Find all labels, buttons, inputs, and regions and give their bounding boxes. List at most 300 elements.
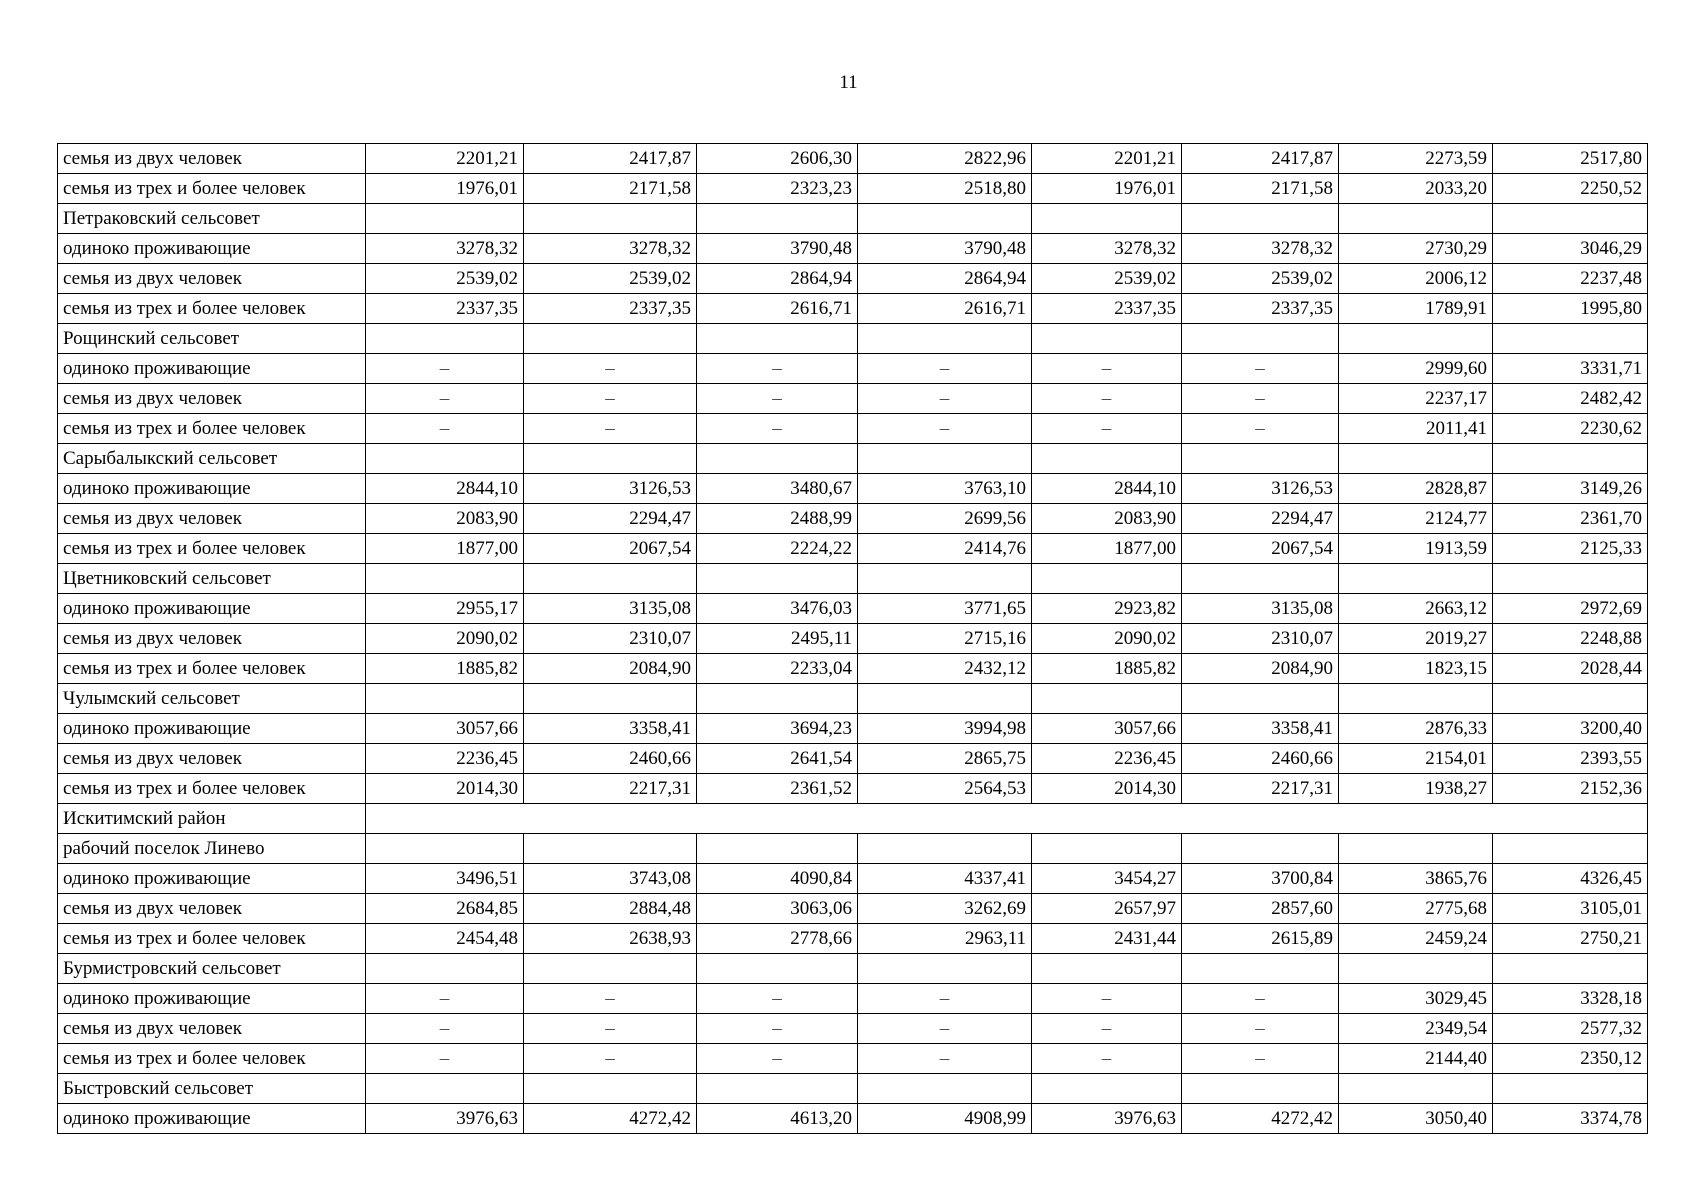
table-row bbox=[58, 294, 1648, 324]
value-cell: – bbox=[858, 384, 1032, 414]
table-row bbox=[58, 1044, 1648, 1074]
value-cell: 2488,99 bbox=[697, 504, 858, 534]
value-cell bbox=[366, 834, 524, 864]
row-label: Петраковский сельсовет bbox=[58, 204, 366, 234]
table-row bbox=[58, 864, 1648, 894]
value-cell: 3976,63 bbox=[366, 1104, 524, 1134]
value-cell bbox=[366, 1074, 524, 1104]
value-cell bbox=[366, 954, 524, 984]
table-row bbox=[58, 1014, 1648, 1044]
value-cell: – bbox=[858, 1044, 1032, 1074]
value-cell bbox=[1493, 684, 1648, 714]
value-cell bbox=[524, 684, 697, 714]
value-cell bbox=[1032, 954, 1182, 984]
row-label: семья из трех и более человек bbox=[58, 774, 366, 804]
value-cell: – bbox=[858, 984, 1032, 1014]
tariff-table bbox=[57, 143, 1648, 1134]
value-cell: 2248,88 bbox=[1493, 624, 1648, 654]
value-cell bbox=[697, 834, 858, 864]
value-cell bbox=[697, 684, 858, 714]
value-cell: – bbox=[524, 984, 697, 1014]
table-row bbox=[58, 354, 1648, 384]
value-cell: 3149,26 bbox=[1493, 474, 1648, 504]
value-cell: 1938,27 bbox=[1339, 774, 1493, 804]
row-label: семья из двух человек bbox=[58, 1014, 366, 1044]
value-cell: – bbox=[1182, 384, 1339, 414]
value-cell bbox=[524, 564, 697, 594]
value-cell bbox=[697, 444, 858, 474]
value-cell: 2518,80 bbox=[858, 174, 1032, 204]
row-label: Рощинский сельсовет bbox=[58, 324, 366, 354]
value-cell: 1995,80 bbox=[1493, 294, 1648, 324]
value-cell bbox=[697, 204, 858, 234]
value-cell bbox=[1032, 1074, 1182, 1104]
value-cell: 2539,02 bbox=[524, 264, 697, 294]
table-row bbox=[58, 714, 1648, 744]
value-cell: 3057,66 bbox=[1032, 714, 1182, 744]
value-cell: 2616,71 bbox=[858, 294, 1032, 324]
value-cell: 2778,66 bbox=[697, 924, 858, 954]
value-cell bbox=[697, 324, 858, 354]
value-cell: 3358,41 bbox=[524, 714, 697, 744]
table-row bbox=[58, 204, 1648, 234]
value-cell: 2090,02 bbox=[1032, 624, 1182, 654]
value-cell: 2539,02 bbox=[1032, 264, 1182, 294]
value-cell: 2350,12 bbox=[1493, 1044, 1648, 1074]
value-cell: 2067,54 bbox=[524, 534, 697, 564]
table-row bbox=[58, 414, 1648, 444]
table-row bbox=[58, 234, 1648, 264]
value-cell: 2750,21 bbox=[1493, 924, 1648, 954]
value-cell: 2224,22 bbox=[697, 534, 858, 564]
value-cell: 3476,03 bbox=[697, 594, 858, 624]
value-cell: 2684,85 bbox=[366, 894, 524, 924]
value-cell: – bbox=[524, 1044, 697, 1074]
table-row bbox=[58, 774, 1648, 804]
value-cell bbox=[524, 204, 697, 234]
value-cell: 3029,45 bbox=[1339, 984, 1493, 1014]
value-cell: 2011,41 bbox=[1339, 414, 1493, 444]
value-cell: 2084,90 bbox=[524, 654, 697, 684]
value-cell: 3278,32 bbox=[366, 234, 524, 264]
value-cell: 1877,00 bbox=[366, 534, 524, 564]
value-cell: 2417,87 bbox=[1182, 144, 1339, 174]
table-row bbox=[58, 654, 1648, 684]
table-row bbox=[58, 804, 1648, 834]
row-label: Чулымский сельсовет bbox=[58, 684, 366, 714]
value-cell: 3700,84 bbox=[1182, 864, 1339, 894]
value-cell: 3050,40 bbox=[1339, 1104, 1493, 1134]
table-row bbox=[58, 564, 1648, 594]
row-label: семья из трех и более человек bbox=[58, 294, 366, 324]
table-row bbox=[58, 534, 1648, 564]
value-cell bbox=[697, 1074, 858, 1104]
value-cell: 2828,87 bbox=[1339, 474, 1493, 504]
value-cell: 4272,42 bbox=[524, 1104, 697, 1134]
value-cell: 2090,02 bbox=[366, 624, 524, 654]
table-row bbox=[58, 144, 1648, 174]
value-cell: 2237,17 bbox=[1339, 384, 1493, 414]
value-cell: 2154,01 bbox=[1339, 744, 1493, 774]
value-cell bbox=[1032, 834, 1182, 864]
value-cell bbox=[1182, 324, 1339, 354]
value-cell bbox=[858, 444, 1032, 474]
value-cell: 4090,84 bbox=[697, 864, 858, 894]
value-cell: 2083,90 bbox=[1032, 504, 1182, 534]
value-cell: 2217,31 bbox=[1182, 774, 1339, 804]
value-cell bbox=[524, 834, 697, 864]
value-cell: 2201,21 bbox=[1032, 144, 1182, 174]
value-cell bbox=[697, 954, 858, 984]
value-cell: 3994,98 bbox=[858, 714, 1032, 744]
row-label: одиноко проживающие bbox=[58, 864, 366, 894]
value-cell bbox=[1493, 564, 1648, 594]
value-cell: – bbox=[366, 414, 524, 444]
value-cell bbox=[858, 954, 1032, 984]
value-cell: – bbox=[697, 1014, 858, 1044]
row-label: семья из двух человек bbox=[58, 384, 366, 414]
value-cell: 2865,75 bbox=[858, 744, 1032, 774]
value-cell: 2431,44 bbox=[1032, 924, 1182, 954]
value-cell: – bbox=[697, 354, 858, 384]
row-label: семья из двух человек bbox=[58, 264, 366, 294]
value-cell: 4326,45 bbox=[1493, 864, 1648, 894]
value-cell: 2844,10 bbox=[1032, 474, 1182, 504]
value-cell: 2460,66 bbox=[1182, 744, 1339, 774]
value-cell: – bbox=[1182, 354, 1339, 384]
value-cell bbox=[858, 324, 1032, 354]
value-cell: 2517,80 bbox=[1493, 144, 1648, 174]
value-cell: – bbox=[1032, 984, 1182, 1014]
value-cell: – bbox=[366, 1044, 524, 1074]
value-cell: – bbox=[366, 384, 524, 414]
row-label: Бурмистровский сельсовет bbox=[58, 954, 366, 984]
value-cell: 2019,27 bbox=[1339, 624, 1493, 654]
value-cell: 2014,30 bbox=[1032, 774, 1182, 804]
value-cell: 3694,23 bbox=[697, 714, 858, 744]
value-cell: 2641,54 bbox=[697, 744, 858, 774]
value-cell: – bbox=[697, 414, 858, 444]
value-cell: 2999,60 bbox=[1339, 354, 1493, 384]
value-cell bbox=[1032, 444, 1182, 474]
value-cell: – bbox=[1032, 354, 1182, 384]
value-cell: 4272,42 bbox=[1182, 1104, 1339, 1134]
value-cell: 3200,40 bbox=[1493, 714, 1648, 744]
table-row bbox=[58, 324, 1648, 354]
value-cell: 2657,97 bbox=[1032, 894, 1182, 924]
value-cell bbox=[858, 204, 1032, 234]
value-cell: 2417,87 bbox=[524, 144, 697, 174]
value-cell: 3790,48 bbox=[697, 234, 858, 264]
value-cell: 3865,76 bbox=[1339, 864, 1493, 894]
row-label: семья из трех и более человек bbox=[58, 1044, 366, 1074]
table-row bbox=[58, 384, 1648, 414]
row-label: одиноко проживающие bbox=[58, 354, 366, 384]
value-cell bbox=[1339, 444, 1493, 474]
row-label: одиноко проживающие bbox=[58, 234, 366, 264]
value-cell: 2250,52 bbox=[1493, 174, 1648, 204]
row-label: семья из трех и более человек bbox=[58, 534, 366, 564]
value-cell: 3135,08 bbox=[524, 594, 697, 624]
value-cell bbox=[1032, 324, 1182, 354]
value-cell: 3328,18 bbox=[1493, 984, 1648, 1014]
value-cell bbox=[858, 564, 1032, 594]
value-cell: – bbox=[524, 1014, 697, 1044]
value-cell bbox=[1339, 954, 1493, 984]
value-cell: 2699,56 bbox=[858, 504, 1032, 534]
value-cell bbox=[858, 684, 1032, 714]
value-cell: – bbox=[524, 384, 697, 414]
value-cell: 3763,10 bbox=[858, 474, 1032, 504]
value-cell: 2236,45 bbox=[366, 744, 524, 774]
value-cell bbox=[1032, 684, 1182, 714]
value-cell: 2337,35 bbox=[366, 294, 524, 324]
value-cell: 1913,59 bbox=[1339, 534, 1493, 564]
value-cell: 1789,91 bbox=[1339, 294, 1493, 324]
row-label: семья из трех и более человек bbox=[58, 924, 366, 954]
value-cell: 2152,36 bbox=[1493, 774, 1648, 804]
value-cell: 2144,40 bbox=[1339, 1044, 1493, 1074]
value-cell: 2955,17 bbox=[366, 594, 524, 624]
value-cell: 2233,04 bbox=[697, 654, 858, 684]
row-label: одиноко проживающие bbox=[58, 474, 366, 504]
value-cell: 2393,55 bbox=[1493, 744, 1648, 774]
table-row bbox=[58, 894, 1648, 924]
value-cell: 2067,54 bbox=[1182, 534, 1339, 564]
value-cell: 3790,48 bbox=[858, 234, 1032, 264]
value-cell: 1976,01 bbox=[366, 174, 524, 204]
value-cell: 2876,33 bbox=[1339, 714, 1493, 744]
value-cell bbox=[858, 834, 1032, 864]
value-cell: – bbox=[366, 354, 524, 384]
value-cell: – bbox=[1182, 1044, 1339, 1074]
value-cell bbox=[1339, 324, 1493, 354]
value-cell bbox=[524, 1074, 697, 1104]
value-cell: 3374,78 bbox=[1493, 1104, 1648, 1134]
table-row bbox=[58, 504, 1648, 534]
value-cell bbox=[1182, 834, 1339, 864]
value-cell: – bbox=[697, 384, 858, 414]
value-cell: 2460,66 bbox=[524, 744, 697, 774]
value-cell: 2539,02 bbox=[1182, 264, 1339, 294]
value-cell bbox=[366, 684, 524, 714]
value-cell: 3496,51 bbox=[366, 864, 524, 894]
row-label: семья из двух человек bbox=[58, 504, 366, 534]
value-cell: – bbox=[697, 1044, 858, 1074]
value-cell bbox=[524, 444, 697, 474]
row-label: одиноко проживающие bbox=[58, 594, 366, 624]
value-cell bbox=[1032, 204, 1182, 234]
value-cell: – bbox=[1032, 384, 1182, 414]
value-cell: 3135,08 bbox=[1182, 594, 1339, 624]
value-cell: 3358,41 bbox=[1182, 714, 1339, 744]
value-cell: – bbox=[1032, 414, 1182, 444]
value-cell: 2124,77 bbox=[1339, 504, 1493, 534]
table-row bbox=[58, 924, 1648, 954]
table-row bbox=[58, 594, 1648, 624]
table-row bbox=[58, 954, 1648, 984]
value-cell: 2294,47 bbox=[524, 504, 697, 534]
row-label: Быстровский сельсовет bbox=[58, 1074, 366, 1104]
value-cell: 4908,99 bbox=[858, 1104, 1032, 1134]
value-cell: 3278,32 bbox=[1032, 234, 1182, 264]
value-cell bbox=[1339, 1074, 1493, 1104]
table-row bbox=[58, 684, 1648, 714]
value-cell bbox=[1182, 564, 1339, 594]
value-cell: 2864,94 bbox=[697, 264, 858, 294]
value-cell: 2201,21 bbox=[366, 144, 524, 174]
value-cell bbox=[366, 324, 524, 354]
value-cell: 2361,70 bbox=[1493, 504, 1648, 534]
row-label: одиноко проживающие bbox=[58, 714, 366, 744]
value-cell: 2616,71 bbox=[697, 294, 858, 324]
row-label: Сарыбалыкский сельсовет bbox=[58, 444, 366, 474]
value-cell: 2606,30 bbox=[697, 144, 858, 174]
value-cell: 3278,32 bbox=[524, 234, 697, 264]
value-cell: – bbox=[366, 984, 524, 1014]
value-cell: 2459,24 bbox=[1339, 924, 1493, 954]
value-cell: 3331,71 bbox=[1493, 354, 1648, 384]
value-cell bbox=[1032, 564, 1182, 594]
value-cell: 2294,47 bbox=[1182, 504, 1339, 534]
value-cell: 2972,69 bbox=[1493, 594, 1648, 624]
value-cell bbox=[1493, 954, 1648, 984]
value-cell: 3262,69 bbox=[858, 894, 1032, 924]
value-cell: 3105,01 bbox=[1493, 894, 1648, 924]
value-cell: 2615,89 bbox=[1182, 924, 1339, 954]
value-cell: 2857,60 bbox=[1182, 894, 1339, 924]
value-cell: 2482,42 bbox=[1493, 384, 1648, 414]
value-cell: 2495,11 bbox=[697, 624, 858, 654]
table-row bbox=[58, 174, 1648, 204]
value-cell: 2414,76 bbox=[858, 534, 1032, 564]
row-label: Искитимский район bbox=[58, 804, 366, 834]
value-cell: 3743,08 bbox=[524, 864, 697, 894]
value-cell: 4613,20 bbox=[697, 1104, 858, 1134]
value-cell bbox=[1182, 204, 1339, 234]
value-cell bbox=[1182, 954, 1339, 984]
value-cell: 3057,66 bbox=[366, 714, 524, 744]
value-cell: 2323,23 bbox=[697, 174, 858, 204]
value-cell bbox=[1339, 564, 1493, 594]
value-cell bbox=[1339, 204, 1493, 234]
row-label: семья из двух человек bbox=[58, 894, 366, 924]
table-row bbox=[58, 744, 1648, 774]
value-cell: 2236,45 bbox=[1032, 744, 1182, 774]
value-cell: – bbox=[1182, 414, 1339, 444]
value-cell: 2033,20 bbox=[1339, 174, 1493, 204]
row-label: Цветниковский сельсовет bbox=[58, 564, 366, 594]
value-cell: 2230,62 bbox=[1493, 414, 1648, 444]
table-row bbox=[58, 474, 1648, 504]
row-label: семья из двух человек bbox=[58, 144, 366, 174]
value-cell: – bbox=[858, 354, 1032, 384]
value-cell: 2337,35 bbox=[1182, 294, 1339, 324]
value-cell: – bbox=[1182, 984, 1339, 1014]
value-cell: 2171,58 bbox=[524, 174, 697, 204]
value-cell: 2083,90 bbox=[366, 504, 524, 534]
value-cell bbox=[366, 204, 524, 234]
value-cell: – bbox=[1032, 1044, 1182, 1074]
value-cell bbox=[366, 564, 524, 594]
value-cell bbox=[1339, 834, 1493, 864]
value-cell: 2006,12 bbox=[1339, 264, 1493, 294]
table-row bbox=[58, 624, 1648, 654]
value-cell: 2171,58 bbox=[1182, 174, 1339, 204]
value-cell bbox=[1493, 1074, 1648, 1104]
value-cell: 3771,65 bbox=[858, 594, 1032, 624]
row-label: рабочий поселок Линево bbox=[58, 834, 366, 864]
value-cell bbox=[366, 444, 524, 474]
row-label: семья из трех и более человек bbox=[58, 174, 366, 204]
value-cell bbox=[1493, 834, 1648, 864]
value-cell bbox=[697, 564, 858, 594]
value-cell: 2125,33 bbox=[1493, 534, 1648, 564]
value-cell: 2963,11 bbox=[858, 924, 1032, 954]
value-cell: 2663,12 bbox=[1339, 594, 1493, 624]
table-row bbox=[58, 1104, 1648, 1134]
row-label: одиноко проживающие bbox=[58, 1104, 366, 1134]
row-label: семья из двух человек bbox=[58, 624, 366, 654]
value-cell: 2273,59 bbox=[1339, 144, 1493, 174]
value-cell: 1885,82 bbox=[366, 654, 524, 684]
table-body bbox=[58, 144, 1648, 1134]
value-cell: 2864,94 bbox=[858, 264, 1032, 294]
value-cell: 2337,35 bbox=[524, 294, 697, 324]
value-cell: 2884,48 bbox=[524, 894, 697, 924]
table-row bbox=[58, 1074, 1648, 1104]
table-row bbox=[58, 984, 1648, 1014]
value-cell: 2217,31 bbox=[524, 774, 697, 804]
value-cell: 2638,93 bbox=[524, 924, 697, 954]
value-cell: 2014,30 bbox=[366, 774, 524, 804]
value-cell: 2349,54 bbox=[1339, 1014, 1493, 1044]
value-cell: – bbox=[697, 984, 858, 1014]
value-cell: 1877,00 bbox=[1032, 534, 1182, 564]
value-cell: 3126,53 bbox=[524, 474, 697, 504]
value-cell: – bbox=[366, 1014, 524, 1044]
value-cell: 3126,53 bbox=[1182, 474, 1339, 504]
row-label: семья из двух человек bbox=[58, 744, 366, 774]
value-cell: 4337,41 bbox=[858, 864, 1032, 894]
merged-cell bbox=[366, 804, 1648, 834]
row-label: семья из трех и более человек bbox=[58, 414, 366, 444]
value-cell: – bbox=[524, 354, 697, 384]
value-cell: 3046,29 bbox=[1493, 234, 1648, 264]
value-cell: 2564,53 bbox=[858, 774, 1032, 804]
value-cell: 2715,16 bbox=[858, 624, 1032, 654]
value-cell: 2361,52 bbox=[697, 774, 858, 804]
value-cell: 2337,35 bbox=[1032, 294, 1182, 324]
value-cell: 2775,68 bbox=[1339, 894, 1493, 924]
value-cell: 2432,12 bbox=[858, 654, 1032, 684]
value-cell: – bbox=[1182, 1014, 1339, 1044]
value-cell: 2730,29 bbox=[1339, 234, 1493, 264]
value-cell bbox=[1182, 1074, 1339, 1104]
value-cell: – bbox=[1032, 1014, 1182, 1044]
value-cell: 2310,07 bbox=[524, 624, 697, 654]
value-cell bbox=[1339, 684, 1493, 714]
value-cell: 1823,15 bbox=[1339, 654, 1493, 684]
value-cell: 3480,67 bbox=[697, 474, 858, 504]
value-cell: – bbox=[858, 414, 1032, 444]
value-cell bbox=[1493, 444, 1648, 474]
value-cell bbox=[1493, 204, 1648, 234]
value-cell: 3454,27 bbox=[1032, 864, 1182, 894]
value-cell: – bbox=[524, 414, 697, 444]
value-cell bbox=[1182, 444, 1339, 474]
value-cell: 3976,63 bbox=[1032, 1104, 1182, 1134]
